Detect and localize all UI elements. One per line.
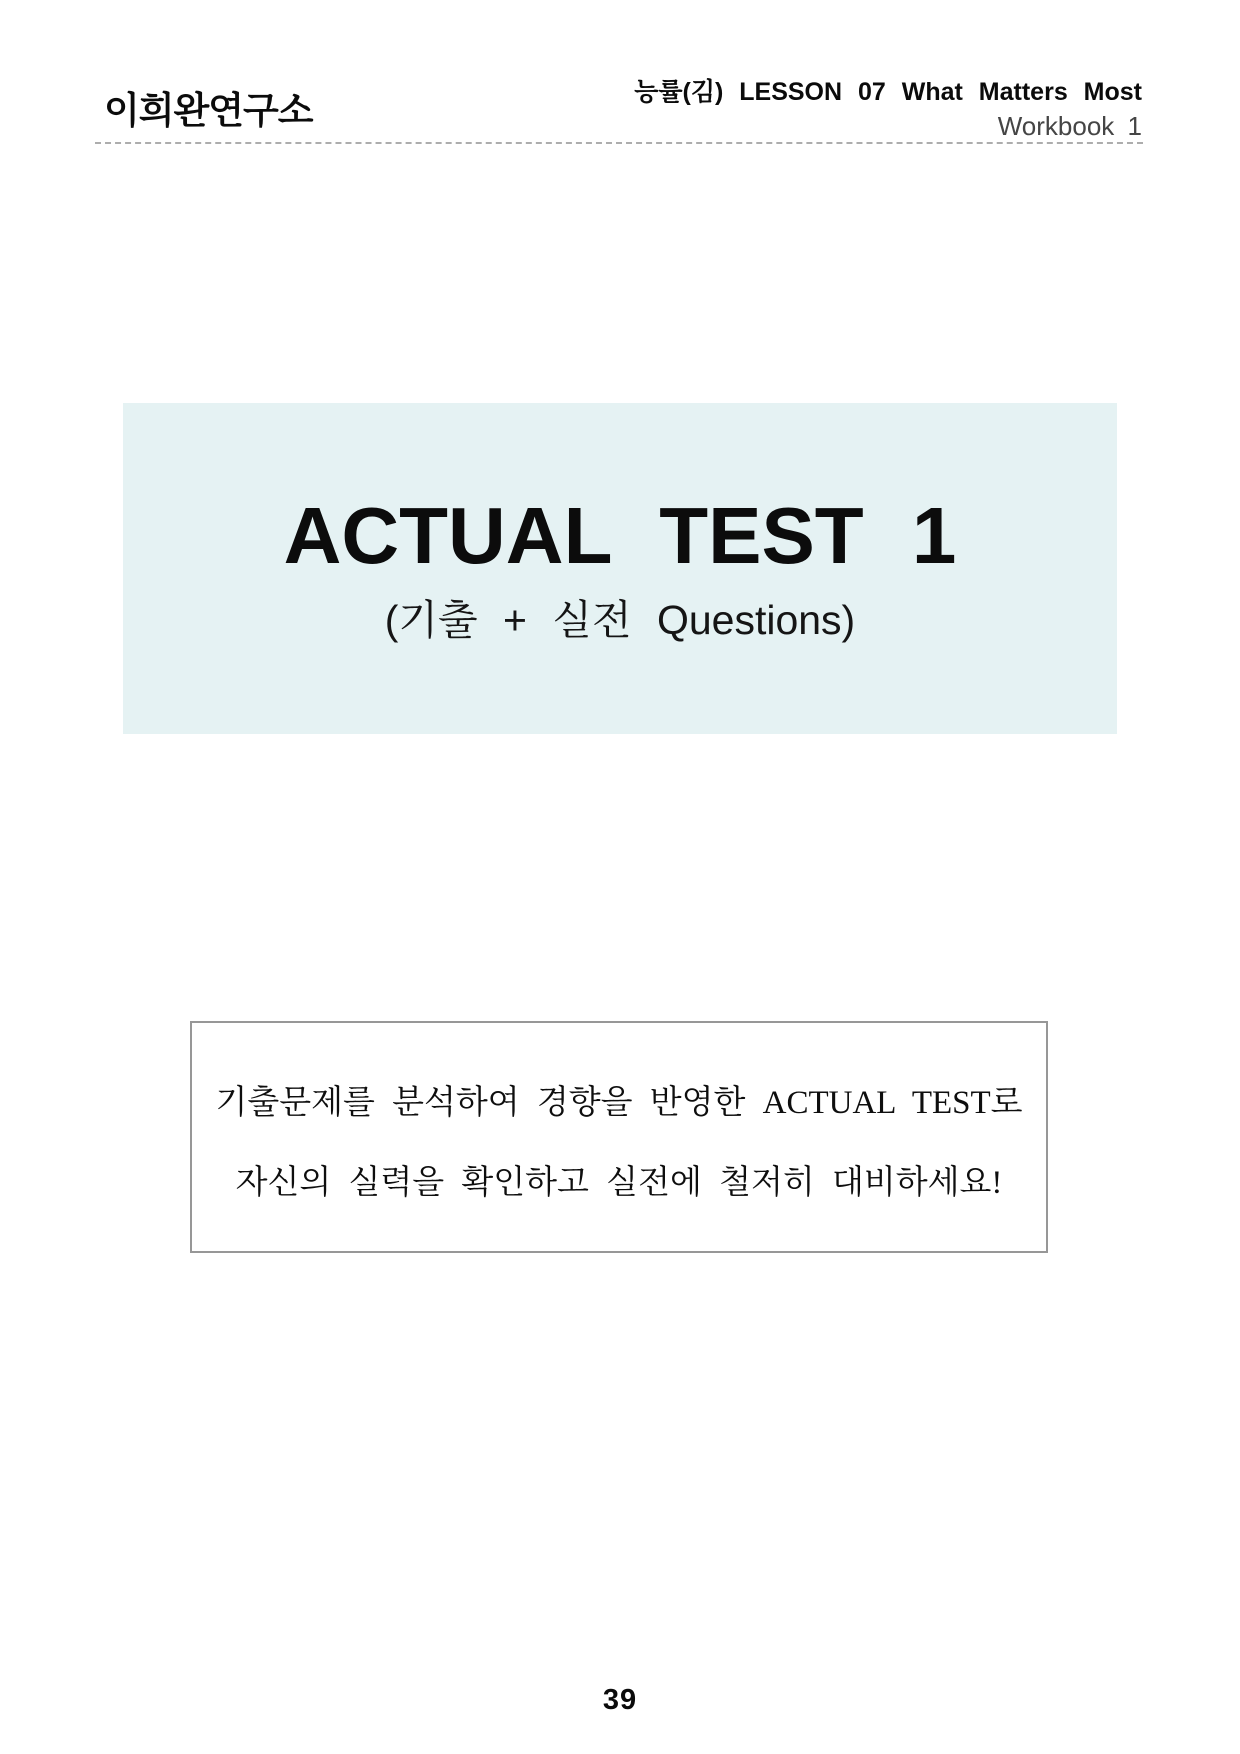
actual-test-banner bbox=[123, 403, 1117, 734]
header-divider-line bbox=[95, 142, 1143, 144]
info-box bbox=[190, 1021, 1048, 1253]
actual-test-subtitle: (기출 + 실전 Questions) bbox=[384, 597, 856, 643]
lesson-title: 능률(김) LESSON 07 What Matters Most bbox=[634, 78, 1142, 106]
page-number: 39 bbox=[602, 1684, 638, 1716]
workbook-label: Workbook 1 bbox=[997, 111, 1142, 141]
info-line-2: 자신의 실력을 확인하고 실전에 철저히 대비하세요! bbox=[235, 1164, 1003, 1201]
info-line-1: 기출문제를 분석하여 경향을 반영한 ACTUAL TEST로 bbox=[215, 1084, 1023, 1121]
header-right bbox=[634, 72, 1142, 142]
publisher-logo: 이희완연구소 bbox=[104, 90, 313, 131]
actual-test-title: ACTUAL TEST 1 bbox=[283, 491, 957, 580]
